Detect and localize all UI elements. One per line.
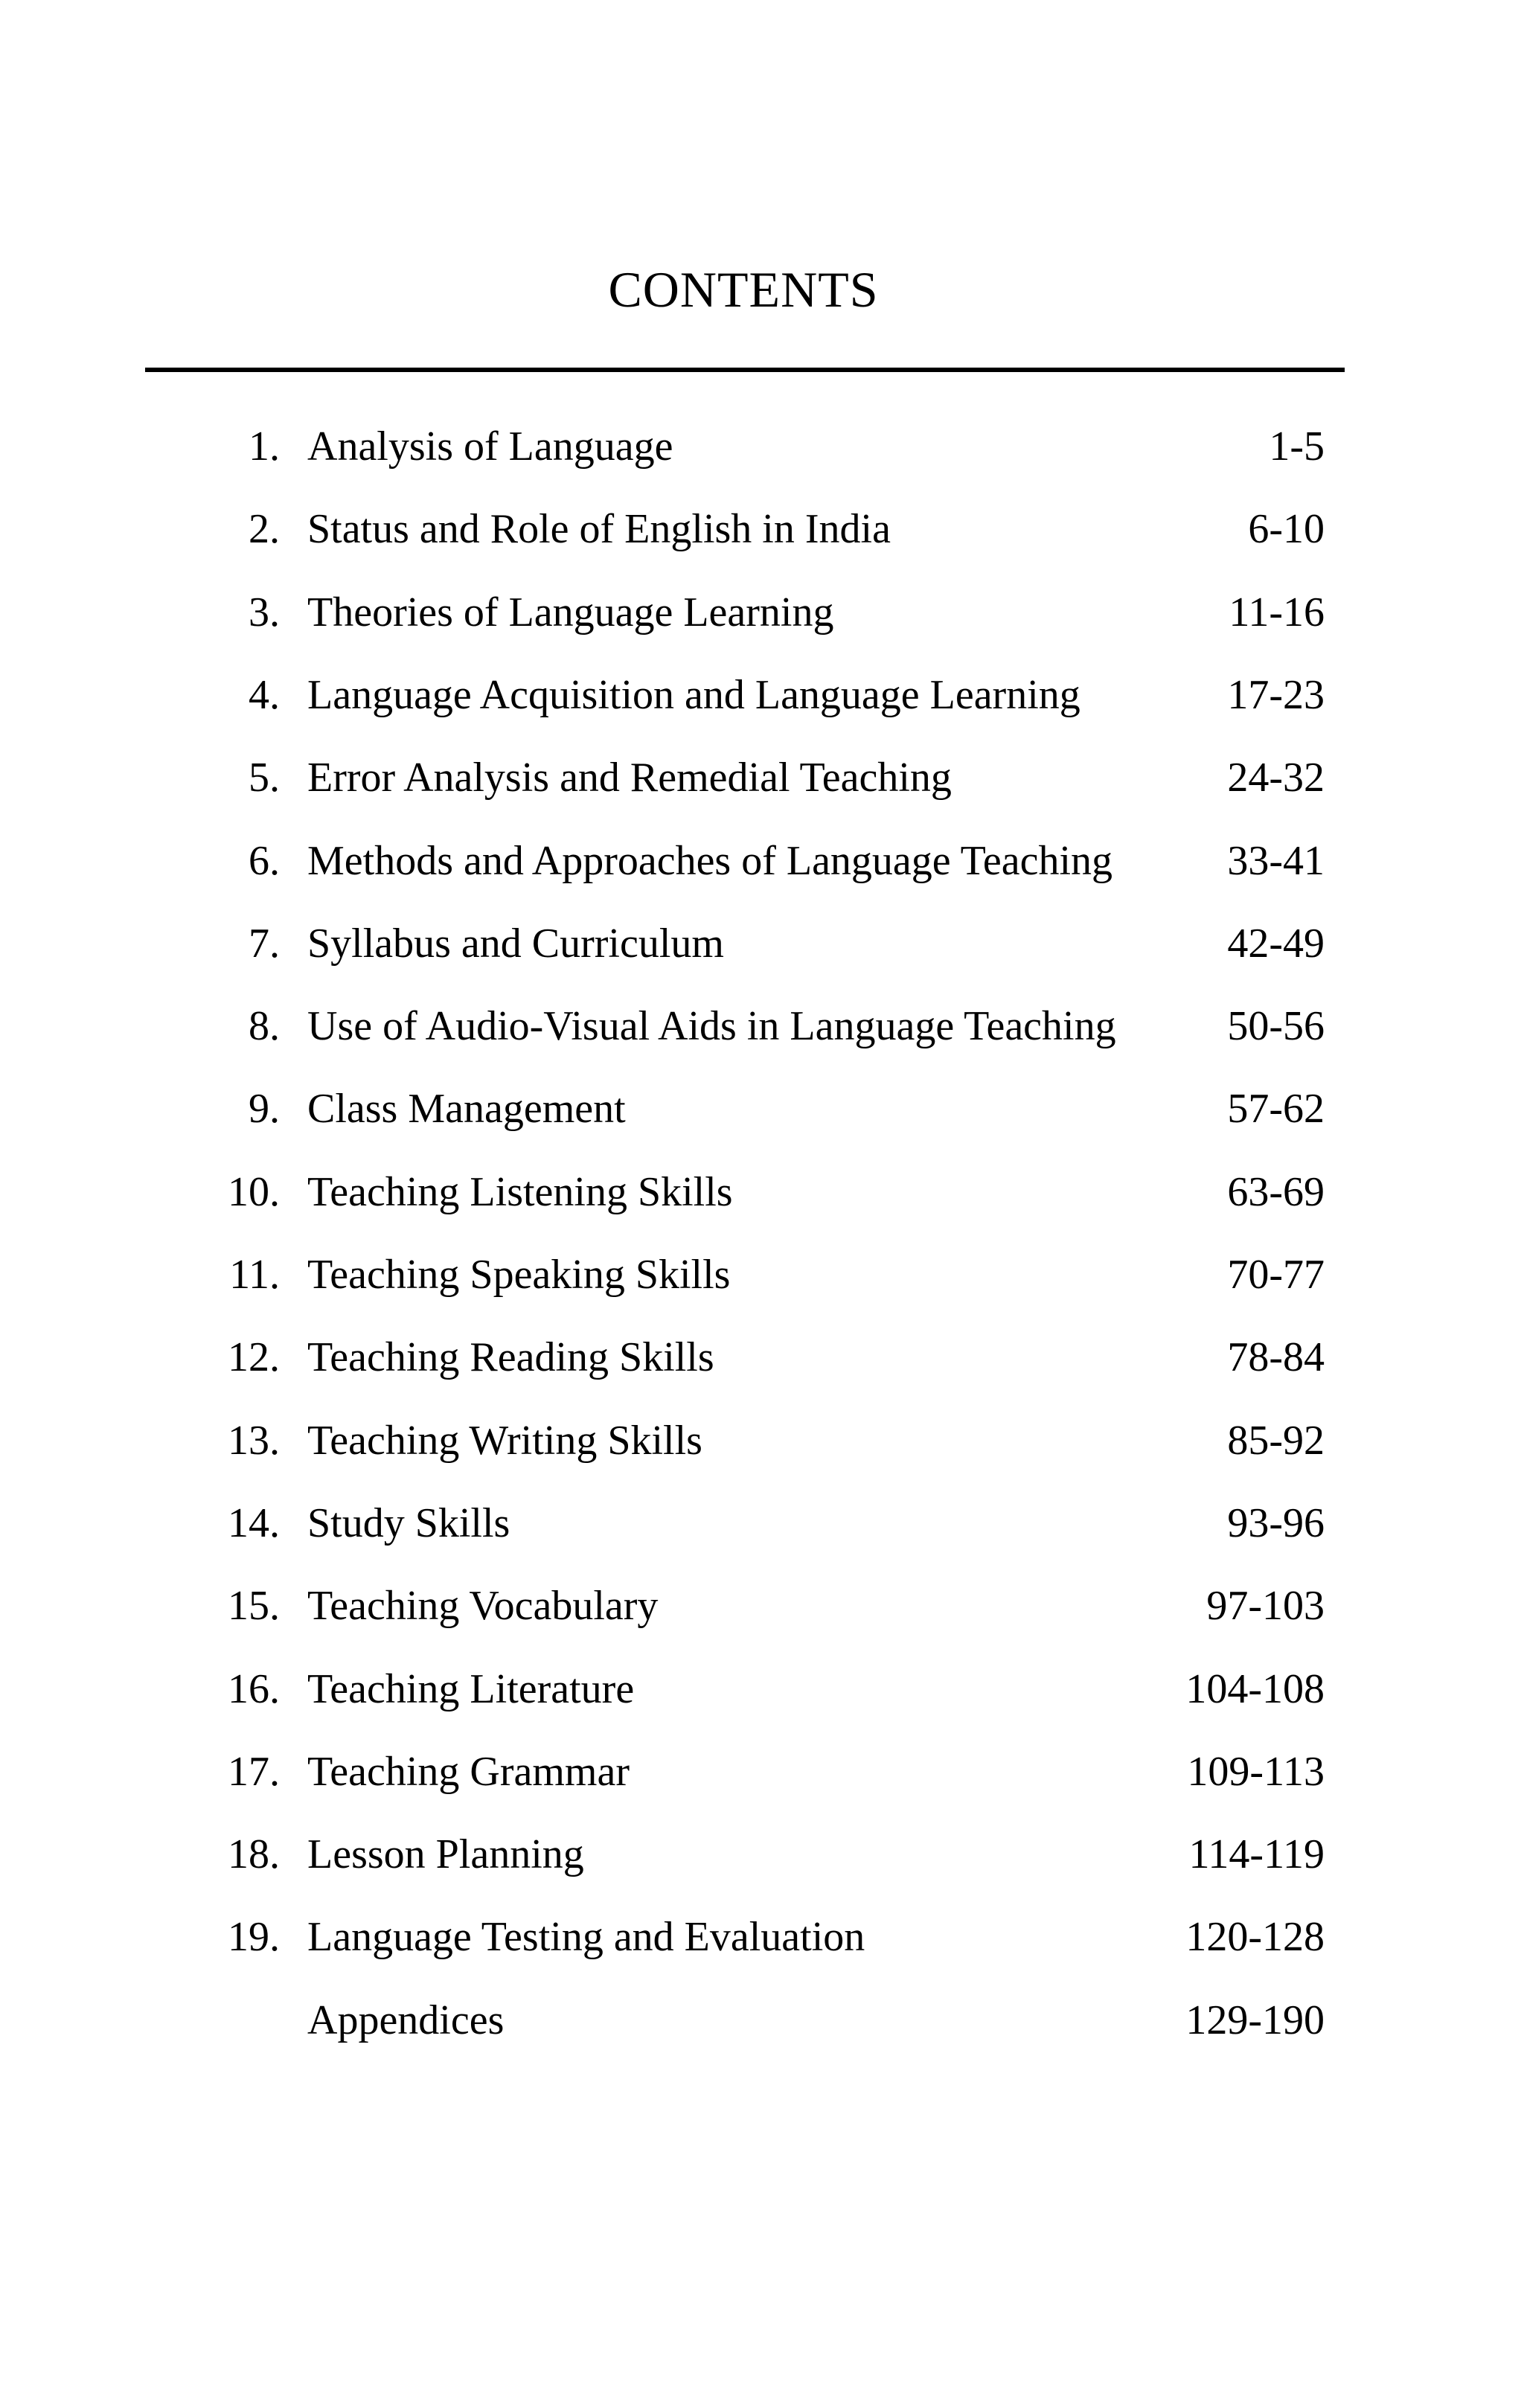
toc-entry-number: 13. bbox=[228, 1417, 280, 1464]
toc-entry[interactable] bbox=[0, 831, 1524, 891]
toc-entry-number: 16. bbox=[228, 1665, 280, 1712]
toc-entry-pages: 42-49 bbox=[1227, 920, 1325, 967]
toc-entry-pages: 129-190 bbox=[1185, 1996, 1325, 2043]
toc-entry[interactable] bbox=[0, 1411, 1524, 1470]
toc-entry-title: Lesson Planning bbox=[307, 1831, 584, 1878]
toc-entry-title: Syllabus and Curriculum bbox=[307, 920, 724, 967]
toc-entry-number: 18. bbox=[228, 1831, 280, 1878]
toc-entry-number: 11. bbox=[229, 1252, 280, 1298]
toc-entry-title: Methods and Approaches of Language Teaching bbox=[307, 837, 1113, 884]
toc-entry-number: 17. bbox=[228, 1748, 280, 1795]
toc-entry-pages: 120-128 bbox=[1185, 1914, 1325, 1961]
toc-entry[interactable] bbox=[0, 499, 1524, 559]
toc-entry-pages: 6-10 bbox=[1248, 506, 1325, 553]
toc-entry-pages: 63-69 bbox=[1227, 1168, 1325, 1215]
toc-entry[interactable] bbox=[0, 1907, 1524, 1967]
toc-entry-title: Teaching Grammar bbox=[307, 1748, 630, 1795]
toc-entry[interactable] bbox=[0, 665, 1524, 725]
toc-entry[interactable] bbox=[0, 748, 1524, 807]
toc-entry-title: Teaching Listening Skills bbox=[307, 1168, 733, 1215]
toc-entry-pages: 1-5 bbox=[1269, 423, 1325, 470]
page-title: CONTENTS bbox=[608, 261, 879, 318]
toc-entry-number: 15. bbox=[228, 1583, 280, 1630]
toc-entry[interactable] bbox=[0, 1659, 1524, 1719]
toc-entry[interactable] bbox=[0, 1079, 1524, 1139]
toc-entry[interactable] bbox=[0, 1162, 1524, 1222]
toc-entry-title: Teaching Reading Skills bbox=[307, 1334, 714, 1381]
toc-entry-number: 14. bbox=[228, 1499, 280, 1546]
toc-entry-pages: 17-23 bbox=[1227, 671, 1325, 718]
toc-entry-title: Language Acquisition and Language Learning bbox=[307, 671, 1080, 718]
toc-entry-number: 2. bbox=[249, 506, 280, 553]
toc-entry-number: 7. bbox=[249, 920, 280, 967]
toc-entry[interactable] bbox=[0, 1328, 1524, 1387]
toc-entry-number: 4. bbox=[249, 671, 280, 718]
toc-entry-title: Error Analysis and Remedial Teaching bbox=[307, 755, 952, 801]
toc-entry[interactable] bbox=[0, 1991, 1524, 2050]
toc-entry[interactable] bbox=[0, 996, 1524, 1056]
toc-entry-title: Class Management bbox=[307, 1086, 626, 1133]
toc-entry-pages: 70-77 bbox=[1227, 1252, 1325, 1298]
toc-entry[interactable] bbox=[0, 1493, 1524, 1553]
toc-entry-pages: 109-113 bbox=[1187, 1748, 1325, 1795]
toc-entry[interactable] bbox=[0, 1825, 1524, 1884]
toc-entry[interactable] bbox=[0, 1245, 1524, 1304]
toc-entry[interactable] bbox=[0, 583, 1524, 642]
toc-entry-title: Teaching Writing Skills bbox=[307, 1417, 702, 1464]
toc-entry-pages: 93-96 bbox=[1227, 1499, 1325, 1546]
toc-entry-pages: 104-108 bbox=[1185, 1665, 1325, 1712]
toc-entry-pages: 11-16 bbox=[1229, 589, 1325, 635]
toc-entry[interactable] bbox=[0, 1576, 1524, 1636]
toc-entry-number: 8. bbox=[249, 1003, 280, 1050]
toc-entry-pages: 57-62 bbox=[1227, 1086, 1325, 1133]
toc-entry-title: Use of Audio-Visual Aids in Language Teaching bbox=[307, 1003, 1116, 1050]
toc-entry-number: 3. bbox=[249, 589, 280, 635]
toc-entry-number: 10. bbox=[228, 1168, 280, 1215]
toc-entry[interactable] bbox=[0, 914, 1524, 973]
title-rule bbox=[145, 368, 1345, 372]
toc-entry-title: Theories of Language Learning bbox=[307, 589, 834, 635]
toc-entry-number: 9. bbox=[249, 1086, 280, 1133]
toc-entry-pages: 78-84 bbox=[1227, 1334, 1325, 1381]
toc-entry-number: 19. bbox=[228, 1914, 280, 1961]
toc-entry[interactable] bbox=[0, 417, 1524, 476]
toc-entry-pages: 97-103 bbox=[1206, 1583, 1325, 1630]
toc-entry-pages: 33-41 bbox=[1227, 837, 1325, 884]
toc-entry-title: Analysis of Language bbox=[307, 423, 673, 470]
toc-entry-title: Teaching Vocabulary bbox=[307, 1583, 659, 1630]
toc-entry[interactable] bbox=[0, 1742, 1524, 1802]
toc-entry-title: Appendices bbox=[307, 1996, 505, 2043]
toc-entry-title: Study Skills bbox=[307, 1499, 510, 1546]
toc-entry-number: 1. bbox=[249, 423, 280, 470]
toc-entry-title: Teaching Literature bbox=[307, 1665, 635, 1712]
toc-entry-pages: 50-56 bbox=[1227, 1003, 1325, 1050]
toc-entry-number: 12. bbox=[228, 1334, 280, 1381]
toc-entry-pages: 85-92 bbox=[1227, 1417, 1325, 1464]
toc-entry-title: Status and Role of English in India bbox=[307, 506, 891, 553]
toc-entry-title: Teaching Speaking Skills bbox=[307, 1252, 731, 1298]
toc-entry-number: 5. bbox=[249, 755, 280, 801]
toc-entry-title: Language Testing and Evaluation bbox=[307, 1914, 865, 1961]
toc-entry-pages: 114-119 bbox=[1188, 1831, 1325, 1878]
toc-entry-pages: 24-32 bbox=[1227, 755, 1325, 801]
toc-entry-number: 6. bbox=[249, 837, 280, 884]
